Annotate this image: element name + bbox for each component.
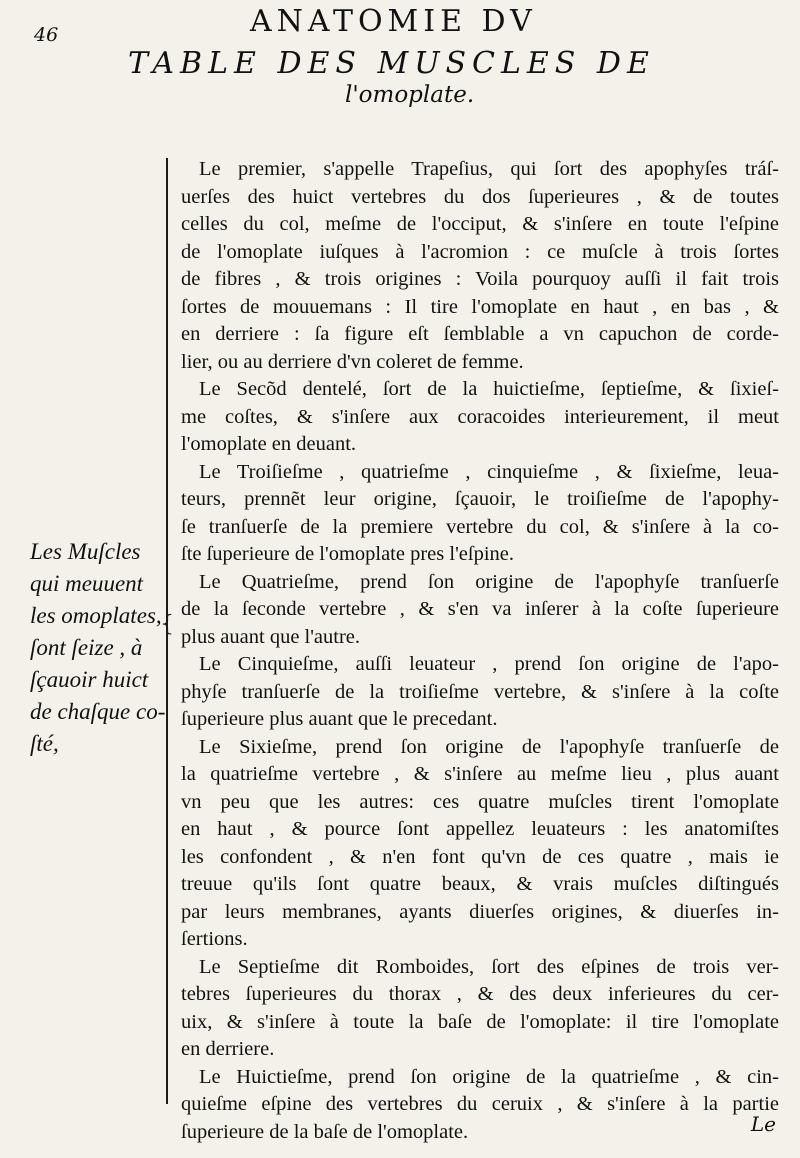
paragraph-sixth (181, 734, 779, 954)
text-line: de l'omoplate iuſques à l'acromion : ce muſcle à trois ſortes (181, 240, 779, 263)
paragraph-second (181, 376, 779, 459)
text-line: par leurs membranes, ayants diuerſes origines, & diuerſes in- (181, 900, 779, 923)
text-line: de fibres , & trois origines : Voila pourquoy auſſi il fait trois (181, 268, 779, 290)
brace-tip: { (160, 612, 174, 637)
text-line: en derriere : ſa figure eſt ſemblable a vn capuchon de corde- (181, 323, 779, 345)
margin-note-line: les omoplates, (30, 603, 162, 628)
text-line: la quatrieſme vertebre , & s'inſere au meſme lieu , plus auant (181, 763, 779, 785)
text-line: en derriere. (181, 1038, 275, 1060)
text-line: ſertions. (181, 928, 248, 950)
text-line: Le Troiſieſme , quatrieſme , cinquieſme , & ſixieſme, leua- (199, 460, 779, 483)
text-line: uix, & s'inſere à toute la baſe de l'omoplate: il tire l'omoplate (181, 1010, 779, 1033)
text-line: Le Secõd dentelé, ſort de la huictieſme, ſeptieſme, & ſixieſ- (199, 378, 779, 400)
body-text (181, 156, 779, 1146)
text-line: Le Quatrieſme, prend ſon origine de l'apophyſe tranſuerſe (199, 570, 779, 593)
margin-note-line: de chaſque co- (30, 699, 166, 724)
paragraph-fifth (181, 651, 779, 734)
text-line: Le Huictieſme, prend ſon origine de la quatrieſme , & cin- (199, 1065, 779, 1088)
text-line: l'omoplate en deuant. (181, 433, 357, 455)
paragraph-third (181, 459, 779, 569)
margin-note-line: ſont ſeize , à (30, 635, 143, 660)
text-line: Le premier, s'appelle Trapeſius, qui ſort des apophyſes tráſ- (199, 158, 779, 180)
text-line: me coſtes, & s'inſere aux coracoides interieurement, il meut (181, 405, 779, 428)
text-line: teurs, prennẽt leur origine, ſçauoir, le troiſieſme de l'apophy- (181, 488, 779, 510)
text-line: en haut , & pource ſont appellez leuateurs : les anatomiſtes (181, 818, 779, 840)
paragraph-seventh (181, 954, 779, 1064)
margin-note-line: qui meuuent (30, 571, 144, 596)
text-line: lier, ou au derriere d'vn coleret de femme. (181, 350, 524, 373)
running-head: ANATOMIE DV (250, 4, 537, 39)
text-line: ſortes de mouuemans : Il tire l'omoplate en haut , en bas , & (181, 295, 779, 318)
text-line: tebres ſuperieures du thorax , & des deux inferieures du cer- (181, 983, 779, 1005)
text-line: Le Cinquieſme, auſſi leuateur , prend ſon origine de l'apo- (199, 653, 779, 675)
margin-note-line: ſçauoir huict (30, 667, 149, 692)
paragraph-fourth (181, 569, 779, 652)
text-line: Le Sixieſme, prend ſon origine de l'apophyſe tranſuerſe de (199, 735, 779, 758)
paragraph-eighth (181, 1064, 779, 1147)
text-line: vn peu que les autres: ces quatre muſcles tirent l'omoplate (181, 790, 779, 813)
paragraph-trapesius (181, 156, 779, 376)
text-line: plus auant que l'autre. (181, 625, 361, 648)
text-line: ſuperieure plus auant que le precedant. (181, 708, 498, 730)
text-line: uerſes des huict vertebres du dos ſuperieures , & de toutes (181, 185, 779, 208)
text-line: Le Septieſme dit Romboides, ſort des eſpines de trois ver- (199, 955, 779, 978)
page-number: 46 (34, 24, 59, 46)
catchword: Le (750, 1112, 776, 1136)
section-subtitle: l'omoplate. (345, 82, 475, 108)
section-title: TABLE DES MUSCLES DE (128, 46, 655, 81)
margin-note (30, 536, 168, 760)
text-line: ſe tranſuerſe de la premiere vertebre du col, & s'inſere à la co- (181, 515, 779, 538)
text-line: ſuperieure de la baſe de l'omoplate. (181, 1120, 469, 1143)
text-line: de la ſeconde vertebre , & s'en va inſerer à la coſte ſuperieure (181, 598, 779, 620)
text-line: quieſme eſpine des vertebres du ceruix , & s'inſere à la partie (181, 1093, 779, 1115)
margin-note-line: Les Muſcles (30, 539, 141, 564)
text-line: les confondent , & n'en font qu'vn de ces quatre , mais ie (181, 845, 779, 868)
text-line: ſte ſuperieure de l'omoplate pres l'eſpine. (181, 543, 514, 565)
text-line: treuue qu'ils ſont quatre beaux, & vrais muſcles diſtingués (181, 873, 779, 895)
text-line: phyſe tranſuerſe de la troiſieſme vertebre, & s'inſere à la coſte (181, 680, 779, 703)
margin-note-line: ſté, (30, 731, 59, 756)
text-line: celles du col, meſme de l'occiput, & s'inſere en toute l'eſpine (181, 213, 779, 235)
